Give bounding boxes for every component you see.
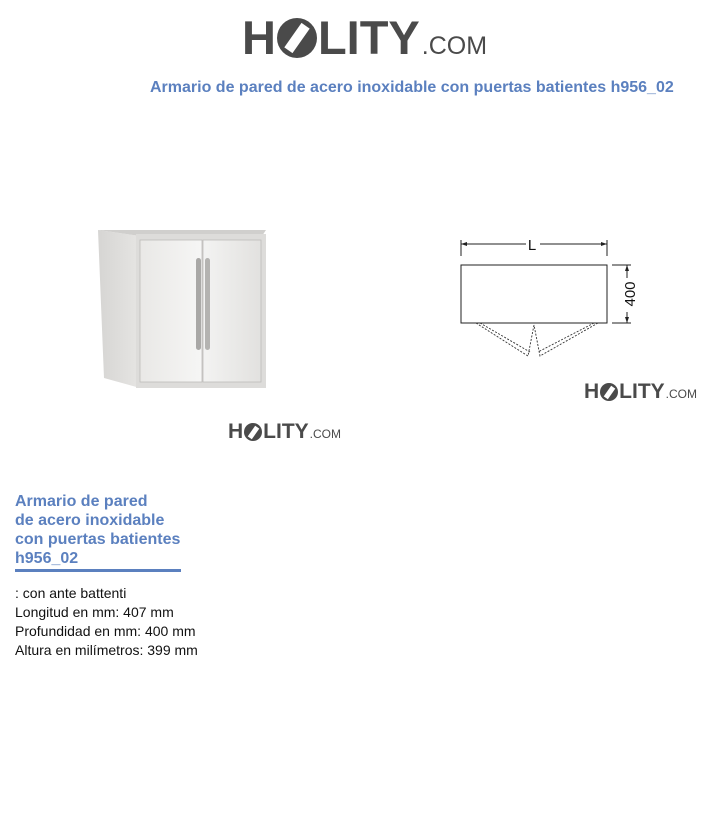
spec-list <box>15 584 198 660</box>
cabinet-handle-right <box>205 258 210 350</box>
technical-drawing <box>450 232 650 362</box>
cabinet-handle-left <box>196 258 201 350</box>
holity-logo <box>242 10 487 65</box>
length-label: L <box>527 237 537 254</box>
spec-item: Profundidad en mm: 400 mm <box>15 623 196 639</box>
cabinet-door-right <box>203 240 261 382</box>
height-label: 400 <box>622 281 639 307</box>
door-swing-left <box>476 323 534 356</box>
product-heading-line: h956_02 <box>15 550 79 567</box>
spec-item: Longitud en mm: 407 mm <box>15 604 174 620</box>
product-heading-line: con puertas batientes <box>15 531 181 548</box>
holity-logo-photo <box>228 420 341 444</box>
logo-o-icon <box>600 383 618 401</box>
logo-domain: .COM <box>309 427 342 441</box>
spec-item: Altura en milímetros: 399 mm <box>15 642 198 658</box>
spec-item: : con ante battenti <box>15 585 127 601</box>
page-title: Armario de pared de acero inoxidable con puertas batientes h956_02 <box>150 79 674 96</box>
logo-letters-lity: LITY <box>619 380 665 403</box>
logo-letters-lity: LITY <box>263 420 309 443</box>
logo-letters-lity: LITY <box>317 11 420 64</box>
logo-domain: .COM <box>665 387 698 401</box>
product-heading-line: de acero inoxidable <box>15 512 165 529</box>
logo-letter-h: H <box>228 420 244 443</box>
cabinet-side <box>98 230 140 388</box>
cabinet-door-left <box>140 240 202 382</box>
product-heading-line: Armario de pared <box>15 493 148 510</box>
cabinet-outline <box>461 265 607 323</box>
product-heading <box>15 492 181 572</box>
door-swing-right <box>534 323 598 356</box>
logo-letter-h: H <box>584 380 600 403</box>
logo-o-icon <box>244 423 262 441</box>
product-image <box>96 228 268 390</box>
logo-o-icon <box>277 18 317 58</box>
logo-letter-h: H <box>242 11 276 64</box>
logo-domain: .COM <box>421 32 488 60</box>
holity-logo-drawing <box>584 380 697 404</box>
